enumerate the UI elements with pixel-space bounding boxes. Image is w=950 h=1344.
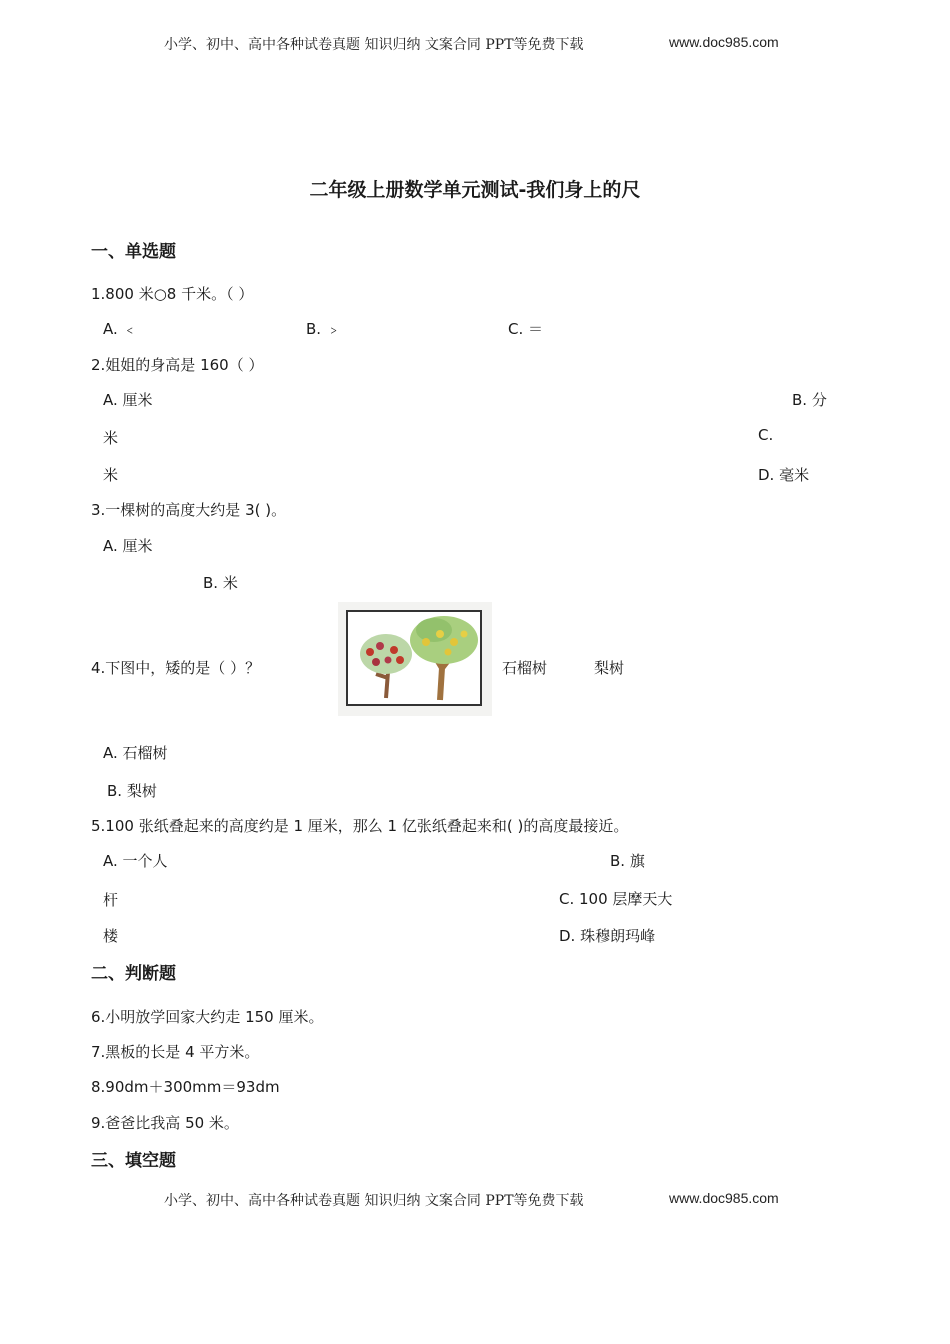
q1-option-b[interactable]: B. ﹥ bbox=[306, 320, 341, 338]
footer-url[interactable]: www.doc985.com bbox=[669, 1190, 779, 1206]
q2-option-c-wrap: 米 bbox=[103, 466, 119, 484]
judge-question-7: 7.黑板的长是 4 平方米。 bbox=[91, 1043, 260, 1061]
tree-label-pear: 梨树 bbox=[594, 659, 625, 677]
question-1: 1.800 米○8 千米。（ ） bbox=[91, 285, 254, 303]
q1-option-c[interactable]: C. ＝ bbox=[508, 320, 544, 338]
q2-option-b[interactable]: B. 分 bbox=[792, 391, 827, 409]
question-5: 5.100 张纸叠起来的高度约是 1 厘米，那么 1 亿张纸叠起来和( )的高度最接近。 bbox=[91, 817, 629, 835]
question-4: 4.下图中，矮的是（ ）？ bbox=[91, 659, 261, 677]
question-3: 3.一棵树的高度大约是 3( )。 bbox=[91, 501, 287, 519]
q1-option-a[interactable]: A. ﹤ bbox=[103, 320, 138, 338]
header-text: 小学、初中、高中各种试卷真题 知识归纳 文案合同 PPT等免费下载 bbox=[164, 37, 584, 53]
q5-option-c-wrap: 楼 bbox=[103, 927, 119, 945]
document-title: 二年级上册数学单元测试-我们身上的尺 bbox=[309, 179, 641, 201]
q5-option-b-wrap: 杆 bbox=[103, 891, 119, 909]
question-2: 2.姐姐的身高是 160（ ） bbox=[91, 356, 264, 374]
q5-option-a[interactable]: A. 一个人 bbox=[103, 852, 168, 870]
judge-question-6: 6.小明放学回家大约走 150 厘米。 bbox=[91, 1008, 324, 1026]
q3-option-b[interactable]: B. 米 bbox=[203, 574, 238, 592]
q2-option-c[interactable]: C. bbox=[758, 426, 774, 444]
judge-question-9: 9.爸爸比我高 50 米。 bbox=[91, 1114, 239, 1132]
q5-option-b[interactable]: B. 旗 bbox=[610, 852, 645, 870]
footer-text: 小学、初中、高中各种试卷真题 知识归纳 文案合同 PPT等免费下载 bbox=[164, 1193, 584, 1209]
tree-label-pomegranate: 石榴树 bbox=[502, 659, 548, 677]
section-single-choice: 一、单选题 bbox=[91, 242, 176, 262]
q2-option-b-wrap: 米 bbox=[103, 429, 119, 447]
judge-question-8: 8.90dm＋300mm＝93dm bbox=[91, 1078, 280, 1096]
q4-option-b[interactable]: B. 梨树 bbox=[107, 782, 157, 800]
trees-illustration bbox=[338, 602, 492, 716]
q2-option-a[interactable]: A. 厘米 bbox=[103, 391, 153, 409]
q2-option-d[interactable]: D. 毫米 bbox=[758, 466, 810, 484]
q5-option-c[interactable]: C. 100 层摩天大 bbox=[559, 890, 673, 908]
header-url[interactable]: www.doc985.com bbox=[669, 34, 779, 50]
q3-option-a[interactable]: A. 厘米 bbox=[103, 537, 153, 555]
q5-option-d[interactable]: D. 珠穆朗玛峰 bbox=[559, 927, 656, 945]
section-fill-blank: 三、填空题 bbox=[91, 1151, 176, 1171]
section-true-false: 二、判断题 bbox=[91, 964, 176, 984]
q4-option-a[interactable]: A. 石榴树 bbox=[103, 744, 168, 762]
